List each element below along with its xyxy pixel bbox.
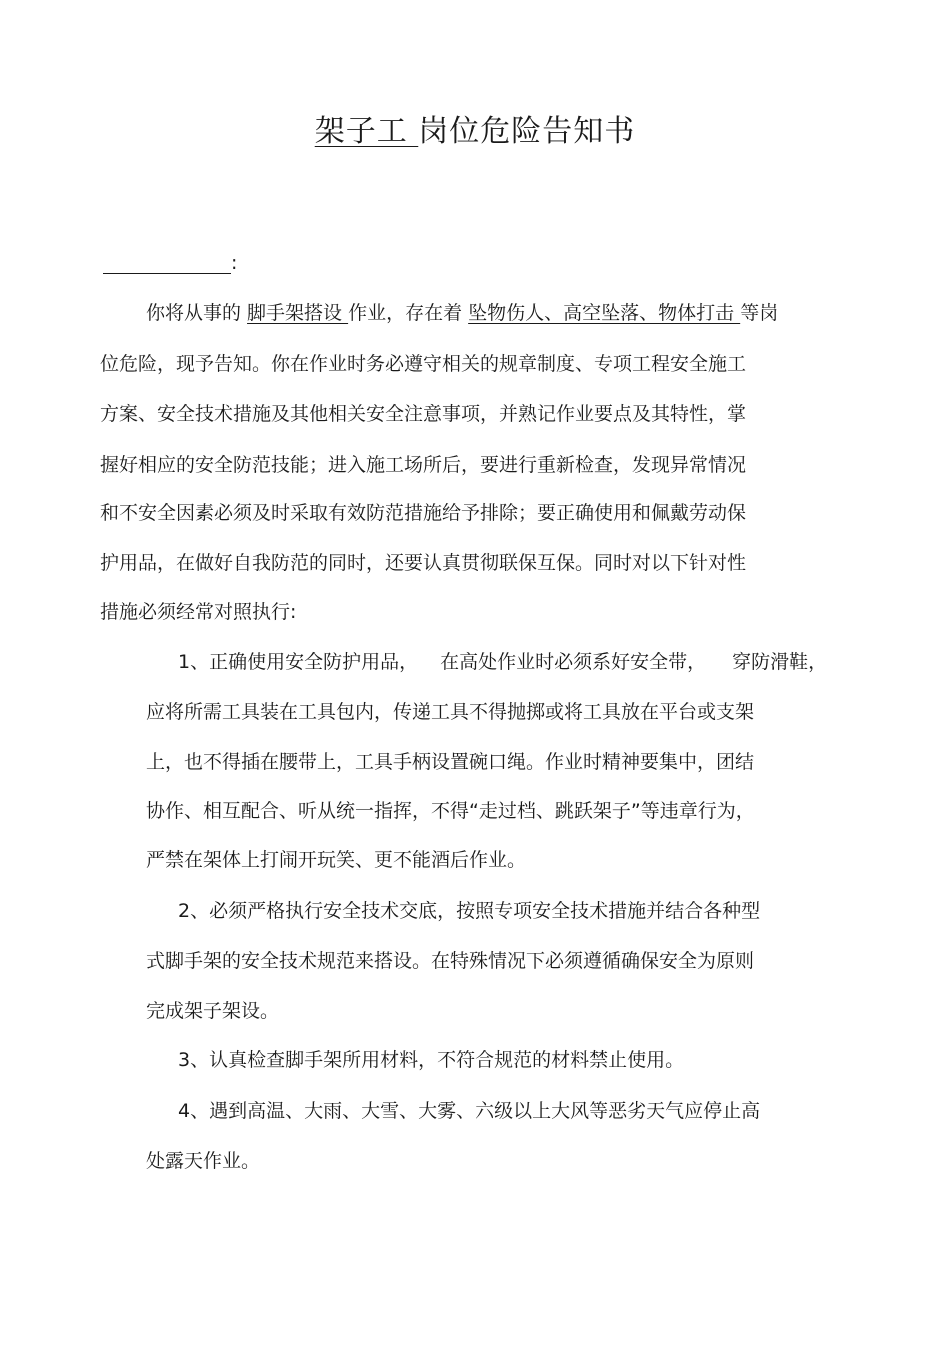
hazards-field: 坠物伤人、高空坠落、物体打击 [468, 302, 741, 324]
item-1-text-a: 1、正确使用安全防护用品， [178, 651, 419, 673]
item-4-line: 4、遇到高温、大雨、大雪、大雾、六级以上大风等恶劣天气应停止高 [178, 1100, 761, 1122]
intro-line: 握好相应的安全防范技能；进入施工场所后，要进行重新检查，发现异常情况 [100, 454, 747, 476]
title-job-name: 架子工 [314, 114, 419, 149]
intro-text-b: 作业，存在着 [348, 302, 469, 324]
intro-line: 方案、安全技术措施及其他相关安全注意事项，并熟记作业要点及其特性，掌 [100, 403, 747, 425]
item-1-line: 协作、相互配合、听从统一指挥，不得“走过档、跳跃架子”等违章行为， [146, 800, 755, 822]
document-title [0, 112, 950, 152]
item-1-text-c: 穿防滑鞋， [732, 651, 828, 673]
intro-line: 护用品，在做好自我防范的同时，还要认真贯彻联保互保。同时对以下针对性 [100, 552, 747, 574]
intro-line-1 [146, 298, 778, 328]
item-1-line-1 [178, 647, 827, 677]
addressee-colon: : [231, 252, 238, 274]
item-3-line: 3、认真检查脚手架所用材料，不符合规范的材料禁止使用。 [178, 1049, 685, 1071]
intro-line: 位危险，现予告知。你在作业时务必遵守相关的规章制度、专项工程安全施工 [100, 353, 747, 375]
intro-line: 措施必须经常对照执行: [100, 601, 297, 623]
intro-text-a: 你将从事的 [146, 302, 248, 324]
addressee-line [103, 252, 237, 282]
item-2-line: 完成架子架设。 [146, 1000, 280, 1022]
item-1-line: 上，也不得插在腰带上，工具手柄设置碗口绳。作业时精神要集中，团结 [146, 751, 755, 773]
item-1-line: 应将所需工具装在工具包内，传递工具不得抛掷或将工具放在平台或支架 [146, 701, 755, 723]
intro-text-c: 等岗 [740, 302, 779, 324]
title-text: 岗位危险告知书 [418, 114, 636, 149]
item-2-line: 式脚手架的安全技术规范来搭设。在特殊情况下必须遵循确保安全为原则 [146, 950, 755, 972]
intro-line: 和不安全因素必须及时采取有效防范措施给予排除；要正确使用和佩戴劳动保 [100, 502, 747, 524]
item-4-line: 处露天作业。 [146, 1150, 261, 1172]
item-1-line: 严禁在架体上打闹开玩笑、更不能酒后作业。 [146, 849, 527, 871]
item-2-line: 2、必须严格执行安全技术交底，按照专项安全技术措施并结合各种型 [178, 900, 761, 922]
job-name-field: 脚手架搭设 [247, 302, 349, 324]
item-1-text-b: 在高处作业时必须系好安全带， [440, 651, 707, 673]
addressee-blank [103, 253, 231, 274]
